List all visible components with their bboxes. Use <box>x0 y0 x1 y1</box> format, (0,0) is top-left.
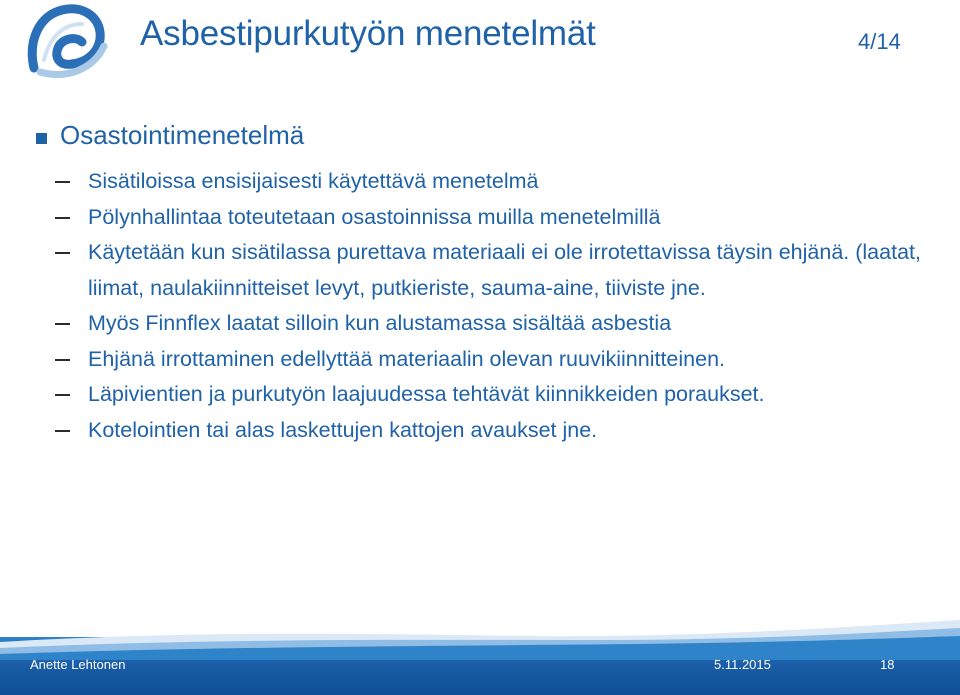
company-logo <box>24 2 108 82</box>
dash-bullet-icon <box>55 217 70 219</box>
dash-bullet-icon <box>55 181 70 183</box>
footer-wave-decoration <box>0 620 960 660</box>
list-item <box>36 235 936 306</box>
list-item-text: Sisätiloissa ensisijaisesti käytettävä menetelmä <box>88 169 539 193</box>
list-item-text: Läpivientien ja purkutyön laajuudessa tehtävät kiinnikkeiden poraukset. <box>88 382 765 406</box>
list-item-text: Käytetään kun sisätilassa purettava materiaali ei ole irrotettavissa täysin ehjänä. (laatat, liimat, naulakiinnitteiset levyt, putkieriste, sauma-aine, tiiviste jne. <box>88 240 921 300</box>
dash-bullet-icon <box>55 394 70 396</box>
dash-bullet-icon <box>55 323 70 325</box>
list-item-text: Ehjänä irrottaminen edellyttää materiaalin olevan ruuvikiinnitteinen. <box>88 346 726 371</box>
footer-date: 5.11.2015 <box>714 657 771 672</box>
page-indicator: 4/14 <box>858 29 901 54</box>
heading-text: Osastointimenetelmä <box>60 120 305 150</box>
list-item <box>36 377 936 413</box>
list-item <box>36 200 936 236</box>
dash-bullet-icon <box>55 252 70 254</box>
list-item-text: Kotelointien tai alas laskettujen kattojen avaukset jne. <box>88 417 598 442</box>
list-item <box>36 342 936 378</box>
list-item <box>36 306 936 342</box>
sub-bullet-list <box>36 164 936 448</box>
list-item-text: Pölynhallintaa toteutetaan osastoinnissa muilla menetelmillä <box>88 204 661 229</box>
slide-title: Asbestipurkutyön menetelmät <box>140 14 596 53</box>
dash-bullet-icon <box>55 430 70 432</box>
footer-author: Anette Lehtonen <box>30 657 126 672</box>
slide-content <box>36 118 936 448</box>
bullet-heading <box>36 118 936 162</box>
footer-slide-number: 18 <box>880 657 895 672</box>
list-item <box>36 164 936 200</box>
list-item <box>36 413 936 449</box>
square-bullet-icon <box>36 133 47 144</box>
dash-bullet-icon <box>55 359 70 361</box>
list-item-text: Myös Finnflex laatat silloin kun alustamassa sisältää asbestia <box>88 311 672 335</box>
